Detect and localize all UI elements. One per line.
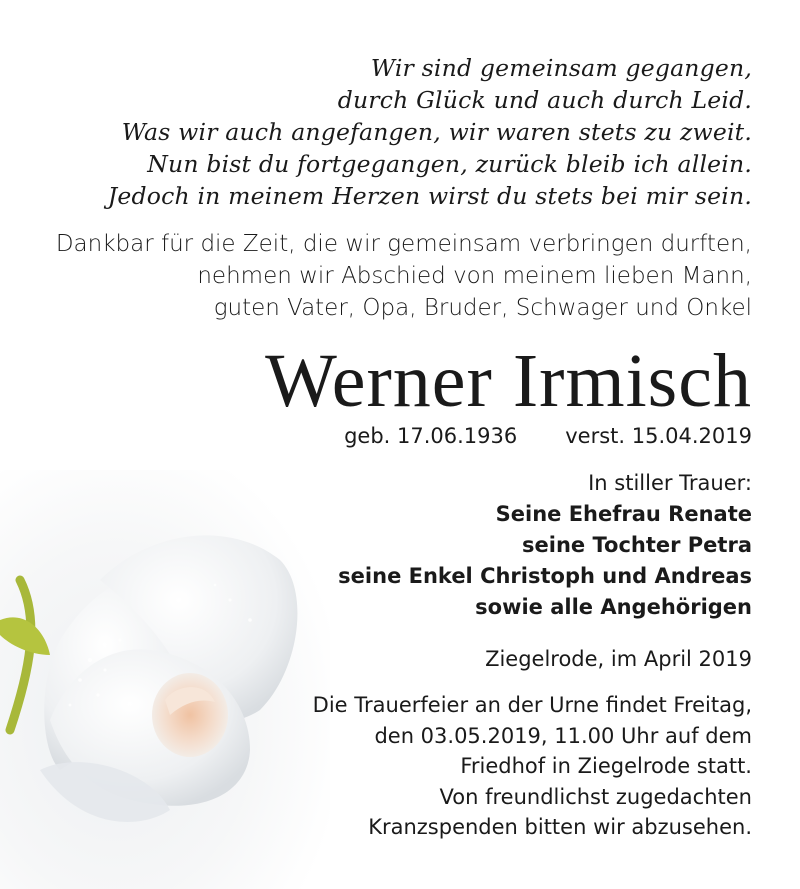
mourner-name: sowie alle Angehörigen [475, 595, 752, 619]
intro-line: guten Vater, Opa, Bruder, Schwager und Onkel [213, 295, 752, 321]
poem-line: Jedoch in meinem Herzen wirst du stets bei mir sein. [107, 182, 752, 210]
mourners-heading: In stiller Trauer: [588, 471, 752, 495]
mourner-name: seine Tochter Petra [522, 533, 752, 557]
funeral-line: den 03.05.2019, 11.00 Uhr auf dem [374, 723, 752, 748]
funeral-line: Friedhof in Ziegelrode statt. [460, 754, 752, 778]
intro-line: Dankbar für die Zeit, die wir gemeinsam verbringen durften, [55, 231, 752, 257]
life-dates [344, 421, 752, 451]
mourner-name: Seine Ehefrau Renate [495, 502, 752, 526]
deceased-name: Werner Irmisch [265, 339, 752, 423]
poem-line: durch Glück und auch durch Leid. [337, 86, 752, 114]
birth-date: geb. 17.06.1936 [344, 424, 518, 448]
funeral-line: Die Trauerfeier an der Urne findet Freitag, [312, 693, 752, 717]
mourners [338, 468, 752, 623]
poem-line: Nun bist du fortgegangen, zurück bleib ich allein. [147, 150, 752, 178]
intro-text [56, 228, 752, 324]
funeral-info [313, 690, 752, 843]
funeral-line: Von freundlichst zugedachten [439, 784, 752, 809]
funeral-line: Kranzspenden bitten wir abzusehen. [368, 815, 752, 839]
mourner-name: seine Enkel Christoph und Andreas [338, 564, 752, 588]
white-rose-image [0, 470, 330, 889]
death-date: verst. 15.04.2019 [565, 424, 752, 448]
poem-line: Was wir auch angefangen, wir waren stets zu zweit. [121, 118, 752, 146]
poem-line: Wir sind gemeinsam gegangen, [370, 54, 752, 82]
place-date: Ziegelrode, im April 2019 [485, 647, 752, 671]
poem [108, 52, 752, 212]
intro-line: nehmen wir Abschied von meinem lieben Mann, [197, 263, 752, 289]
